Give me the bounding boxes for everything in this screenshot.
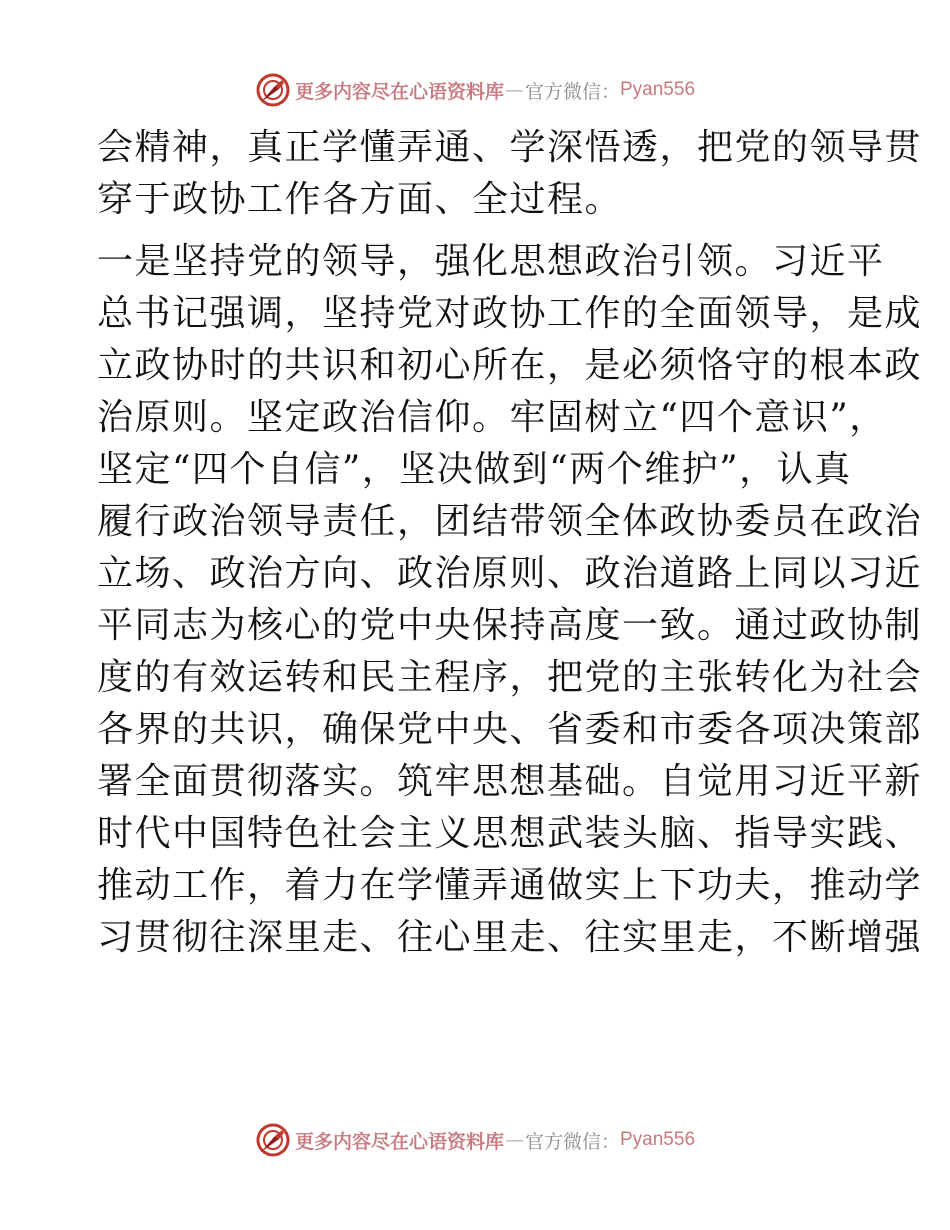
- text-line: 度的有效运转和民主程序，把党的主张转化为社会: [97, 657, 923, 698]
- paragraph: [97, 236, 923, 964]
- document-body: [97, 122, 923, 964]
- watermark-brand-text: 更多内容尽在心语资料库: [294, 1130, 504, 1153]
- text-line: 履行政治领导责任，团结带领全体政协委员在政治: [97, 501, 923, 542]
- brand-logo-icon: [255, 72, 291, 108]
- watermark-dash: —: [504, 1129, 524, 1151]
- text-line: 习贯彻往深里走、往心里走、往实里走，不断增强: [97, 917, 923, 958]
- brand-logo-icon: [255, 1122, 291, 1158]
- text-line: 总书记强调，坚持党对政协工作的全面领导，是成: [97, 293, 923, 334]
- watermark-wechat-id: Pyan556: [620, 79, 696, 100]
- text-line: 坚定“四个自信”，坚决做到“两个维护”，认真: [97, 449, 852, 490]
- watermark-label: 官方微信：: [524, 80, 620, 103]
- text-line: 立政协时的共识和初心所在，是必须恪守的根本政: [97, 345, 923, 386]
- text-line: 穿于政协工作各方面、全过程。: [97, 179, 623, 220]
- header-watermark: [0, 70, 950, 110]
- text-line: 各界的共识，确保党中央、省委和市委各项决策部: [97, 709, 923, 750]
- text-line: 治原则。坚定政治信仰。牢固树立“四个意识”，: [97, 397, 887, 438]
- watermark-brand-text: 更多内容尽在心语资料库: [294, 80, 504, 103]
- footer-watermark: [0, 1120, 950, 1160]
- watermark-dash: —: [504, 79, 524, 101]
- paragraph: [97, 122, 923, 226]
- text-line: 一是坚持党的领导，强化思想政治引领。习近平: [97, 241, 885, 282]
- text-line: 推动工作，着力在学懂弄通做实上下功夫，推动学: [97, 865, 923, 906]
- text-line: 署全面贯彻落实。筑牢思想基础。自觉用习近平新: [97, 761, 923, 802]
- text-line: 立场、政治方向、政治原则、政治道路上同以习近: [97, 553, 923, 594]
- text-line: 平同志为核心的党中央保持高度一致。通过政协制: [97, 605, 923, 646]
- text-line: 时代中国特色社会主义思想武装头脑、指导实践、: [97, 813, 923, 854]
- watermark-label: 官方微信：: [524, 1130, 620, 1153]
- text-line: 会精神，真正学懂弄通、学深悟透，把党的领导贯: [97, 127, 923, 168]
- watermark-wechat-id: Pyan556: [620, 1129, 696, 1150]
